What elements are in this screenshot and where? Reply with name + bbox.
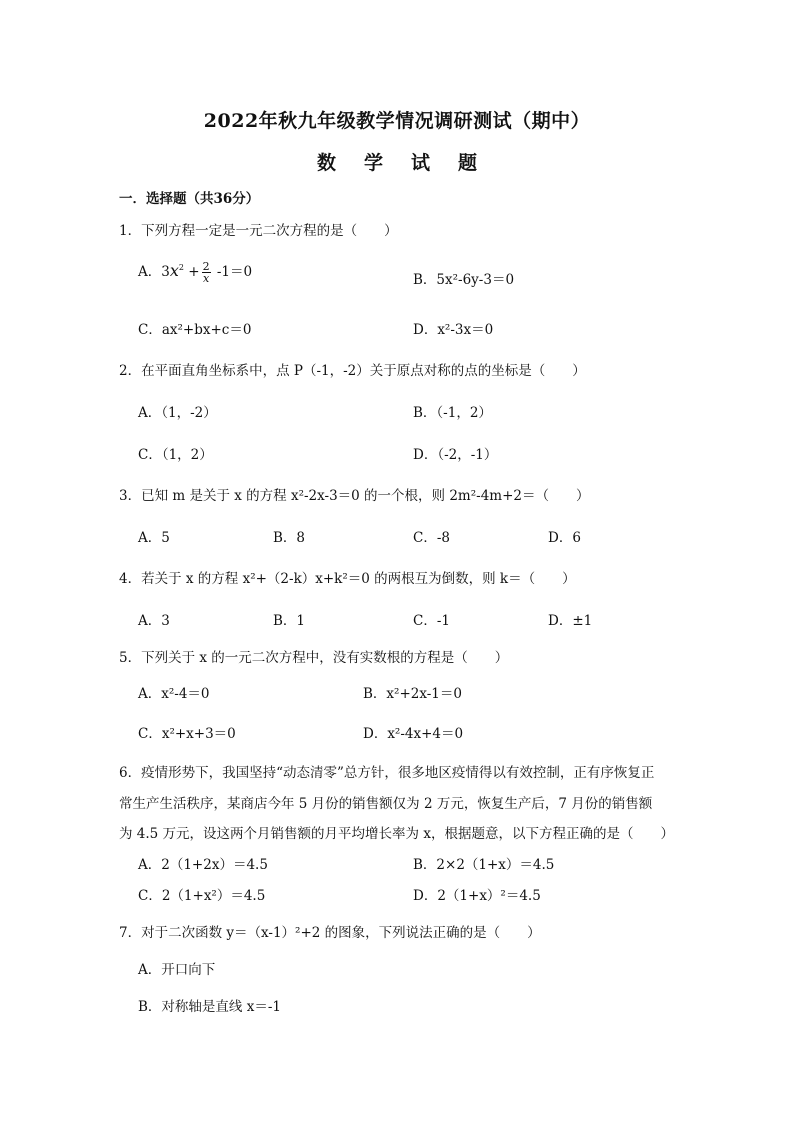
question-7-option-a: A．开口向下 (138, 962, 216, 978)
fraction-numerator: 2 (202, 260, 210, 273)
question-3-option-d: D．6 (548, 530, 581, 546)
question-4-option-a: A．3 (138, 613, 170, 629)
option-a-plus: + (183, 264, 200, 280)
fraction (202, 261, 211, 284)
question-3-option-c: C．-8 (413, 530, 450, 546)
question-1-option-a (138, 260, 252, 284)
option-a-tail: -1＝0 (212, 264, 253, 280)
option-a-exp: 2 (178, 263, 184, 272)
question-6-stem-line-1: 6．疫情形势下，我国坚持“动态清零”总方针，很多地区疫情得以有效控制，正有序恢复正 (119, 765, 655, 781)
subtitle-char: 题 (458, 152, 478, 174)
question-6-option-d: D．2（1+x）²＝4.5 (413, 888, 541, 904)
question-6-option-a: A．2（1+2x）＝4.5 (138, 857, 268, 873)
option-a-var: x (169, 261, 179, 280)
question-6-stem-line-2: 常生产生活秩序，某商店今年 5 月份的销售额仅为 2 万元，恢复生产后，7 月份的销售额 (119, 796, 653, 812)
option-a-prefix: A．3 (138, 264, 170, 280)
exam-title: 2022年秋九年级教学情况调研测试（期中） (203, 110, 591, 132)
subtitle-char: 试 (411, 152, 431, 174)
question-4-option-b: B．1 (273, 613, 306, 629)
question-6-stem-line-3: 为 4.5 万元，设这两个月销售额的月平均增长率为 x，根据题意，以下方程正确的是（ ） (119, 826, 674, 842)
exam-subtitle (0, 148, 794, 175)
question-7-stem: 7．对于二次函数 y＝（x-1）²+2 的图象，下列说法正确的是（ ） (119, 925, 541, 941)
question-6-option-b: B．2×2（1+x）＝4.5 (413, 857, 555, 873)
question-5-option-c: C．x²+x+3＝0 (138, 726, 236, 742)
question-4-stem: 4．若关于 x 的方程 x²+（2-k）x+k²＝0 的两根互为倒数，则 k＝（ ） (119, 571, 576, 587)
question-4-option-d: D．±1 (548, 613, 593, 629)
question-1-option-d: D．x²-3x＝0 (413, 322, 494, 338)
question-1-stem: 1．下列方程一定是一元二次方程的是（ ） (119, 223, 398, 239)
question-2-option-c: C．（1，2） (138, 447, 213, 463)
question-3-option-b: B．8 (273, 530, 306, 546)
question-1-option-c: C．ax²+bx+c＝0 (138, 322, 252, 338)
question-2-option-d: D．（-2，-1） (413, 447, 498, 463)
fraction-denominator: x (202, 272, 210, 285)
subtitle-char: 数 (316, 152, 336, 174)
section-heading: 一．选择题（共36分） (119, 191, 260, 207)
question-3-option-a: A．5 (138, 530, 170, 546)
question-2-stem: 2．在平面直角坐标系中，点 P（-1，-2）关于原点对称的点的坐标是（ ） (119, 363, 586, 379)
question-1-option-b: B．5x²-6y-3＝0 (413, 272, 515, 288)
subtitle-char: 学 (363, 152, 383, 174)
question-3-stem: 3．已知 m 是关于 x 的方程 x²-2x-3＝0 的一个根，则 2m²-4m+2＝（ ） (119, 488, 590, 504)
question-5-stem: 5．下列关于 x 的一元二次方程中，没有实数根的方程是（ ） (119, 650, 509, 666)
question-2-option-b: B．（-1，2） (413, 405, 492, 421)
question-5-option-b: B．x²+2x-1＝0 (363, 686, 462, 702)
question-5-option-d: D．x²-4x+4＝0 (363, 726, 464, 742)
question-2-option-a: A．（1，-2） (138, 405, 217, 421)
question-5-option-a: A．x²-4＝0 (138, 686, 210, 702)
question-4-option-c: C．-1 (413, 613, 450, 629)
question-7-option-b: B．对称轴是直线 x＝-1 (138, 999, 281, 1015)
question-6-option-c: C．2（1+x²）＝4.5 (138, 888, 266, 904)
